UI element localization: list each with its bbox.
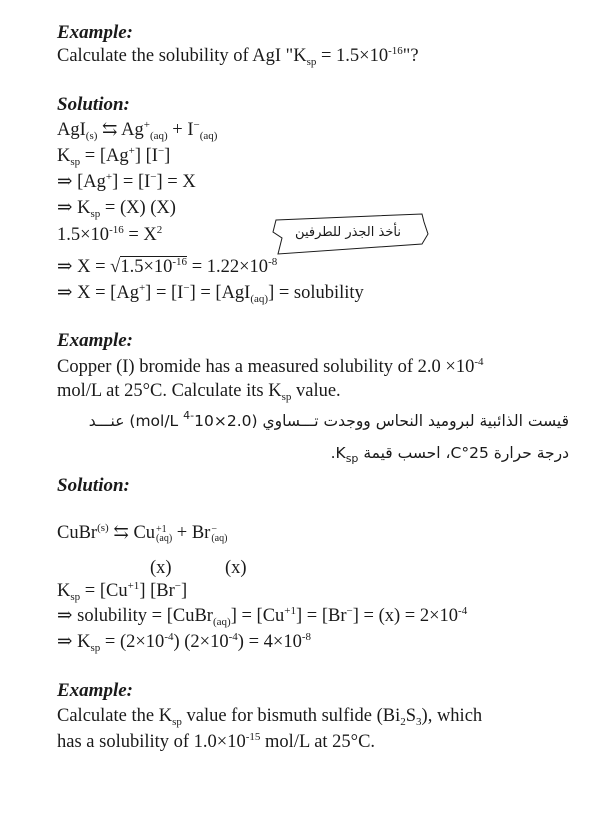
sqrt-radicand: $1.5\times 10^{-16}$ xyxy=(120,256,188,277)
example-1-question: Calculate the solubility of AgI "$K_{sp} = 1.5\times 10^{-16}$"? xyxy=(57,45,419,68)
solution-1-line-6: ⇒ $X = √1.5\times 10^{-16} = 1.22\times 10^{-8}$ xyxy=(57,256,278,277)
example-3-heading: Example: xyxy=(57,680,133,701)
solution-1-line-7: ⇒ X = [Ag+] = [I−] = [AgI$_{(aq)}$] = solubility xyxy=(57,282,364,305)
solution-1-line-4: ⇒ $K_{sp} = (X)$ (X) xyxy=(57,198,176,220)
sqrt-sign: √ xyxy=(110,257,121,277)
solution-1-line-5: $1.5\times 10^{-16} = X^2$ xyxy=(57,224,163,245)
example-3-question-line-1: Calculate the $K_{sp}$ value for bismuth sulfide $(Bi_2S_3)$, which xyxy=(57,706,483,728)
example-3-question-line-2: has a solubility of $1.0\times 10^{-15}$ mol/L at 25°C. xyxy=(57,731,376,752)
solution-2-line-4: ⇒ solubility = [CuBr$_{(aq)}$] = $[Cu^{+1}] = [Br^-] = (x) = 2\times 10^{-4}$ xyxy=(57,605,468,628)
example-1-heading: Example: xyxy=(57,22,133,43)
solution-2-line-3: $K_{sp} = [Cu^{+1}]$ [Br−] xyxy=(57,580,188,603)
solution-2-line-5: ⇒ $K_{sp} = (2\times 10^{-4}) (2\times 10^{-4}) = 4\times 10^{-8}$ xyxy=(57,631,311,654)
example-2-arabic-line-2: درجة حرارة 25°C، احسب قيمة $K_{sp}$. xyxy=(330,444,569,465)
solution-2-x-2: (x) xyxy=(225,558,247,578)
solution-1-heading: Solution: xyxy=(57,94,130,115)
solution-2-x-1: (x) xyxy=(150,558,172,578)
example-2-heading: Example: xyxy=(57,330,133,351)
cu-charge-stack: +1 (aq) xyxy=(156,524,173,544)
solution-1-line-2: $K_{sp} = [Ag^+]$ [I−] xyxy=(57,145,171,168)
br-charge-stack: − (aq) xyxy=(211,524,228,544)
solution-1-line-1: AgI$_{(s)}$ ⇆ $Ag^+_{(aq)} + I^-_{(aq)}$ xyxy=(57,119,218,142)
example-2-question-line-1: Copper (I) bromide has a measured solubility of $2.0 \times 10^{-4}$ xyxy=(57,356,484,377)
note-text: نأخذ الجذر للطرفين xyxy=(295,225,401,240)
example-2-arabic-line-1: قيست الذائبية لبروميد النحاس ووجدت تـــساوي ($2.0\times 10^{-4}$ mol/L) عنـــد xyxy=(88,409,569,430)
solution-2-line-1: CuBr$^{(s)}$ ⇆ Cu +1 (aq) + Br − (aq) xyxy=(57,522,228,544)
solution-2-heading: Solution: xyxy=(57,475,130,496)
example-2-question-line-2: mol/L at 25°C. Calculate its $K_{sp}$ value. xyxy=(57,381,341,403)
solution-1-line-3: ⇒ [Ag+] = [I−] = X xyxy=(57,171,196,192)
